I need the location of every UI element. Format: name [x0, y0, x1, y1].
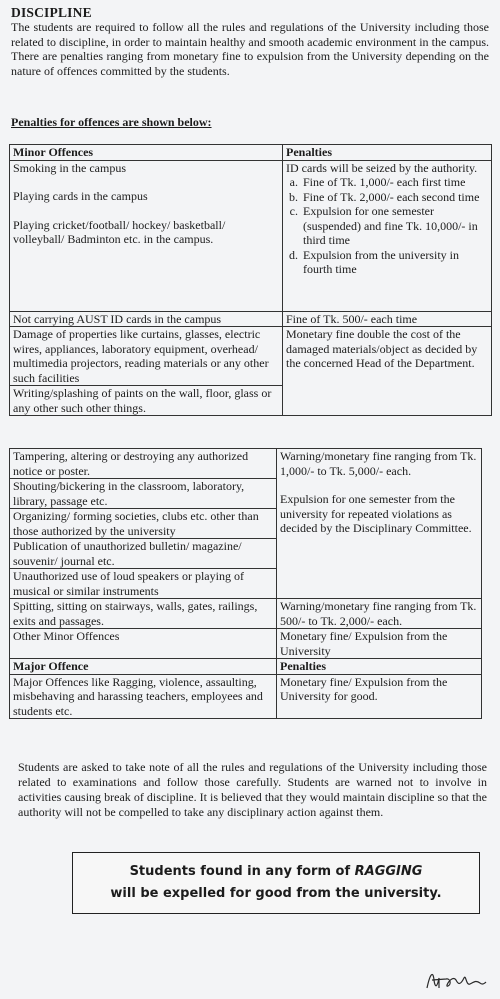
offence-cell: Organizing/ forming societies, clubs etc. other than those authorized by the university — [10, 509, 277, 539]
offence-cell: Writing/splashing of paints on the wall, floor, glass or any other such other things. — [10, 386, 283, 416]
table-row — [10, 674, 482, 719]
penalty-cell: Monetary fine/ Expulsion from the University — [277, 629, 482, 659]
offence-cell: Tampering, altering or destroying any authorized notice or poster. — [10, 449, 277, 479]
penalties-header: Penalties — [283, 145, 492, 161]
penalty-expulsion: Expulsion for one semester from the university for repeated violations as decided by the Disciplinary Committee. — [280, 492, 472, 535]
penalty-cell: Monetary fine/ Expulsion from the University for good. — [277, 674, 482, 719]
table-row — [10, 629, 482, 659]
table-row — [10, 599, 482, 629]
offence-cell: Spitting, sitting on stairways, walls, gates, railings, exits and passages. — [10, 599, 277, 629]
page-title: DISCIPLINE — [11, 5, 92, 20]
notice-emphasis: RAGGING — [354, 864, 423, 879]
penalties-header: Penalties — [277, 659, 482, 675]
penalty-item: d. Expulsion from the university in fourth time — [301, 248, 488, 277]
notice-text-part2: will be expelled for good from the university. — [110, 886, 442, 901]
penalties-subheading: Penalties for offences are shown below: — [11, 115, 212, 129]
offences-table-continued — [9, 448, 482, 719]
penalty-item: c. Expulsion for one semester (suspended) and fine Tk. 10,000/- in third time — [301, 204, 488, 248]
ragging-notice-box — [72, 852, 480, 914]
penalty-cell — [283, 160, 492, 311]
penalty-item: a. Fine of Tk. 1,000/- each first time — [301, 175, 488, 190]
penalty-intro: ID cards will be seized by the authority. — [286, 160, 478, 175]
offence-smoking: Smoking in the campus — [13, 160, 126, 175]
offence-cell: Not carrying AUST ID cards in the campus — [10, 311, 283, 327]
notice-text-part1: Students found in any form of — [129, 864, 355, 879]
intro-paragraph: The students are required to follow all the rules and regulations of the University including those related to discipline, in order to maintain healthy and smooth academic environment in the campus. There are penalties ranging from monetary fine to expulsion from the University depending on the nature of offences committed by the students. — [11, 20, 489, 78]
offence-cell: Other Minor Offences — [10, 629, 277, 659]
penalty-cell: Warning/monetary fine ranging from Tk. 500/- to Tk. 2,000/- each. — [277, 599, 482, 629]
minor-offences-header: Minor Offences — [10, 145, 283, 161]
table-row — [10, 327, 492, 386]
offence-cards: Playing cards in the campus — [13, 189, 148, 203]
offence-sports: Playing cricket/football/ hockey/ basketball/ volleyball/ Badminton etc. in the campus. — [13, 217, 226, 246]
handwritten-signature — [424, 966, 488, 999]
table-header-row — [10, 659, 482, 675]
minor-offences-table — [9, 144, 492, 416]
offence-cell — [10, 160, 283, 311]
table-header-row — [10, 145, 492, 161]
table-row — [10, 449, 482, 479]
offence-cell: Shouting/bickering in the classroom, laboratory, library, passage etc. — [10, 479, 277, 509]
major-offence-header: Major Offence — [10, 659, 277, 675]
penalty-list — [286, 175, 488, 277]
penalty-cell: Monetary fine double the cost of the damaged materials/object as decided by the concerned Head of the Department. — [283, 327, 492, 416]
penalty-item: b. Fine of Tk. 2,000/- each second time — [301, 190, 488, 205]
penalty-warning: Warning/monetary fine ranging from Tk. 1,000/- to Tk. 5,000/- each. — [280, 449, 477, 478]
offence-cell: Damage of properties like curtains, glasses, electric wires, appliances, laboratory equipment, overhead/ multimedia projectors, reading materials or any other such facilities — [10, 327, 283, 386]
offence-cell: Publication of unauthorized bulletin/ magazine/ souvenir/ journal etc. — [10, 539, 277, 569]
table-row — [10, 311, 492, 327]
penalty-cell — [277, 449, 482, 599]
offence-cell: Major Offences like Ragging, violence, assaulting, misbehaving and harassing teachers, employees and students etc. — [10, 674, 277, 719]
penalty-cell: Fine of Tk. 500/- each time — [283, 311, 492, 327]
closing-paragraph: Students are asked to take note of all the rules and regulations of the University including those related to examinations and follow those carefully. Students are warned not to involve in activities causing break of discipline. It is believed that they would maintain discipline so that the authority will not be compelled to take any disciplinary action against them. — [18, 760, 487, 819]
table-row — [10, 160, 492, 311]
offence-cell: Unauthorized use of loud speakers or playing of musical or similar instruments — [10, 569, 277, 599]
